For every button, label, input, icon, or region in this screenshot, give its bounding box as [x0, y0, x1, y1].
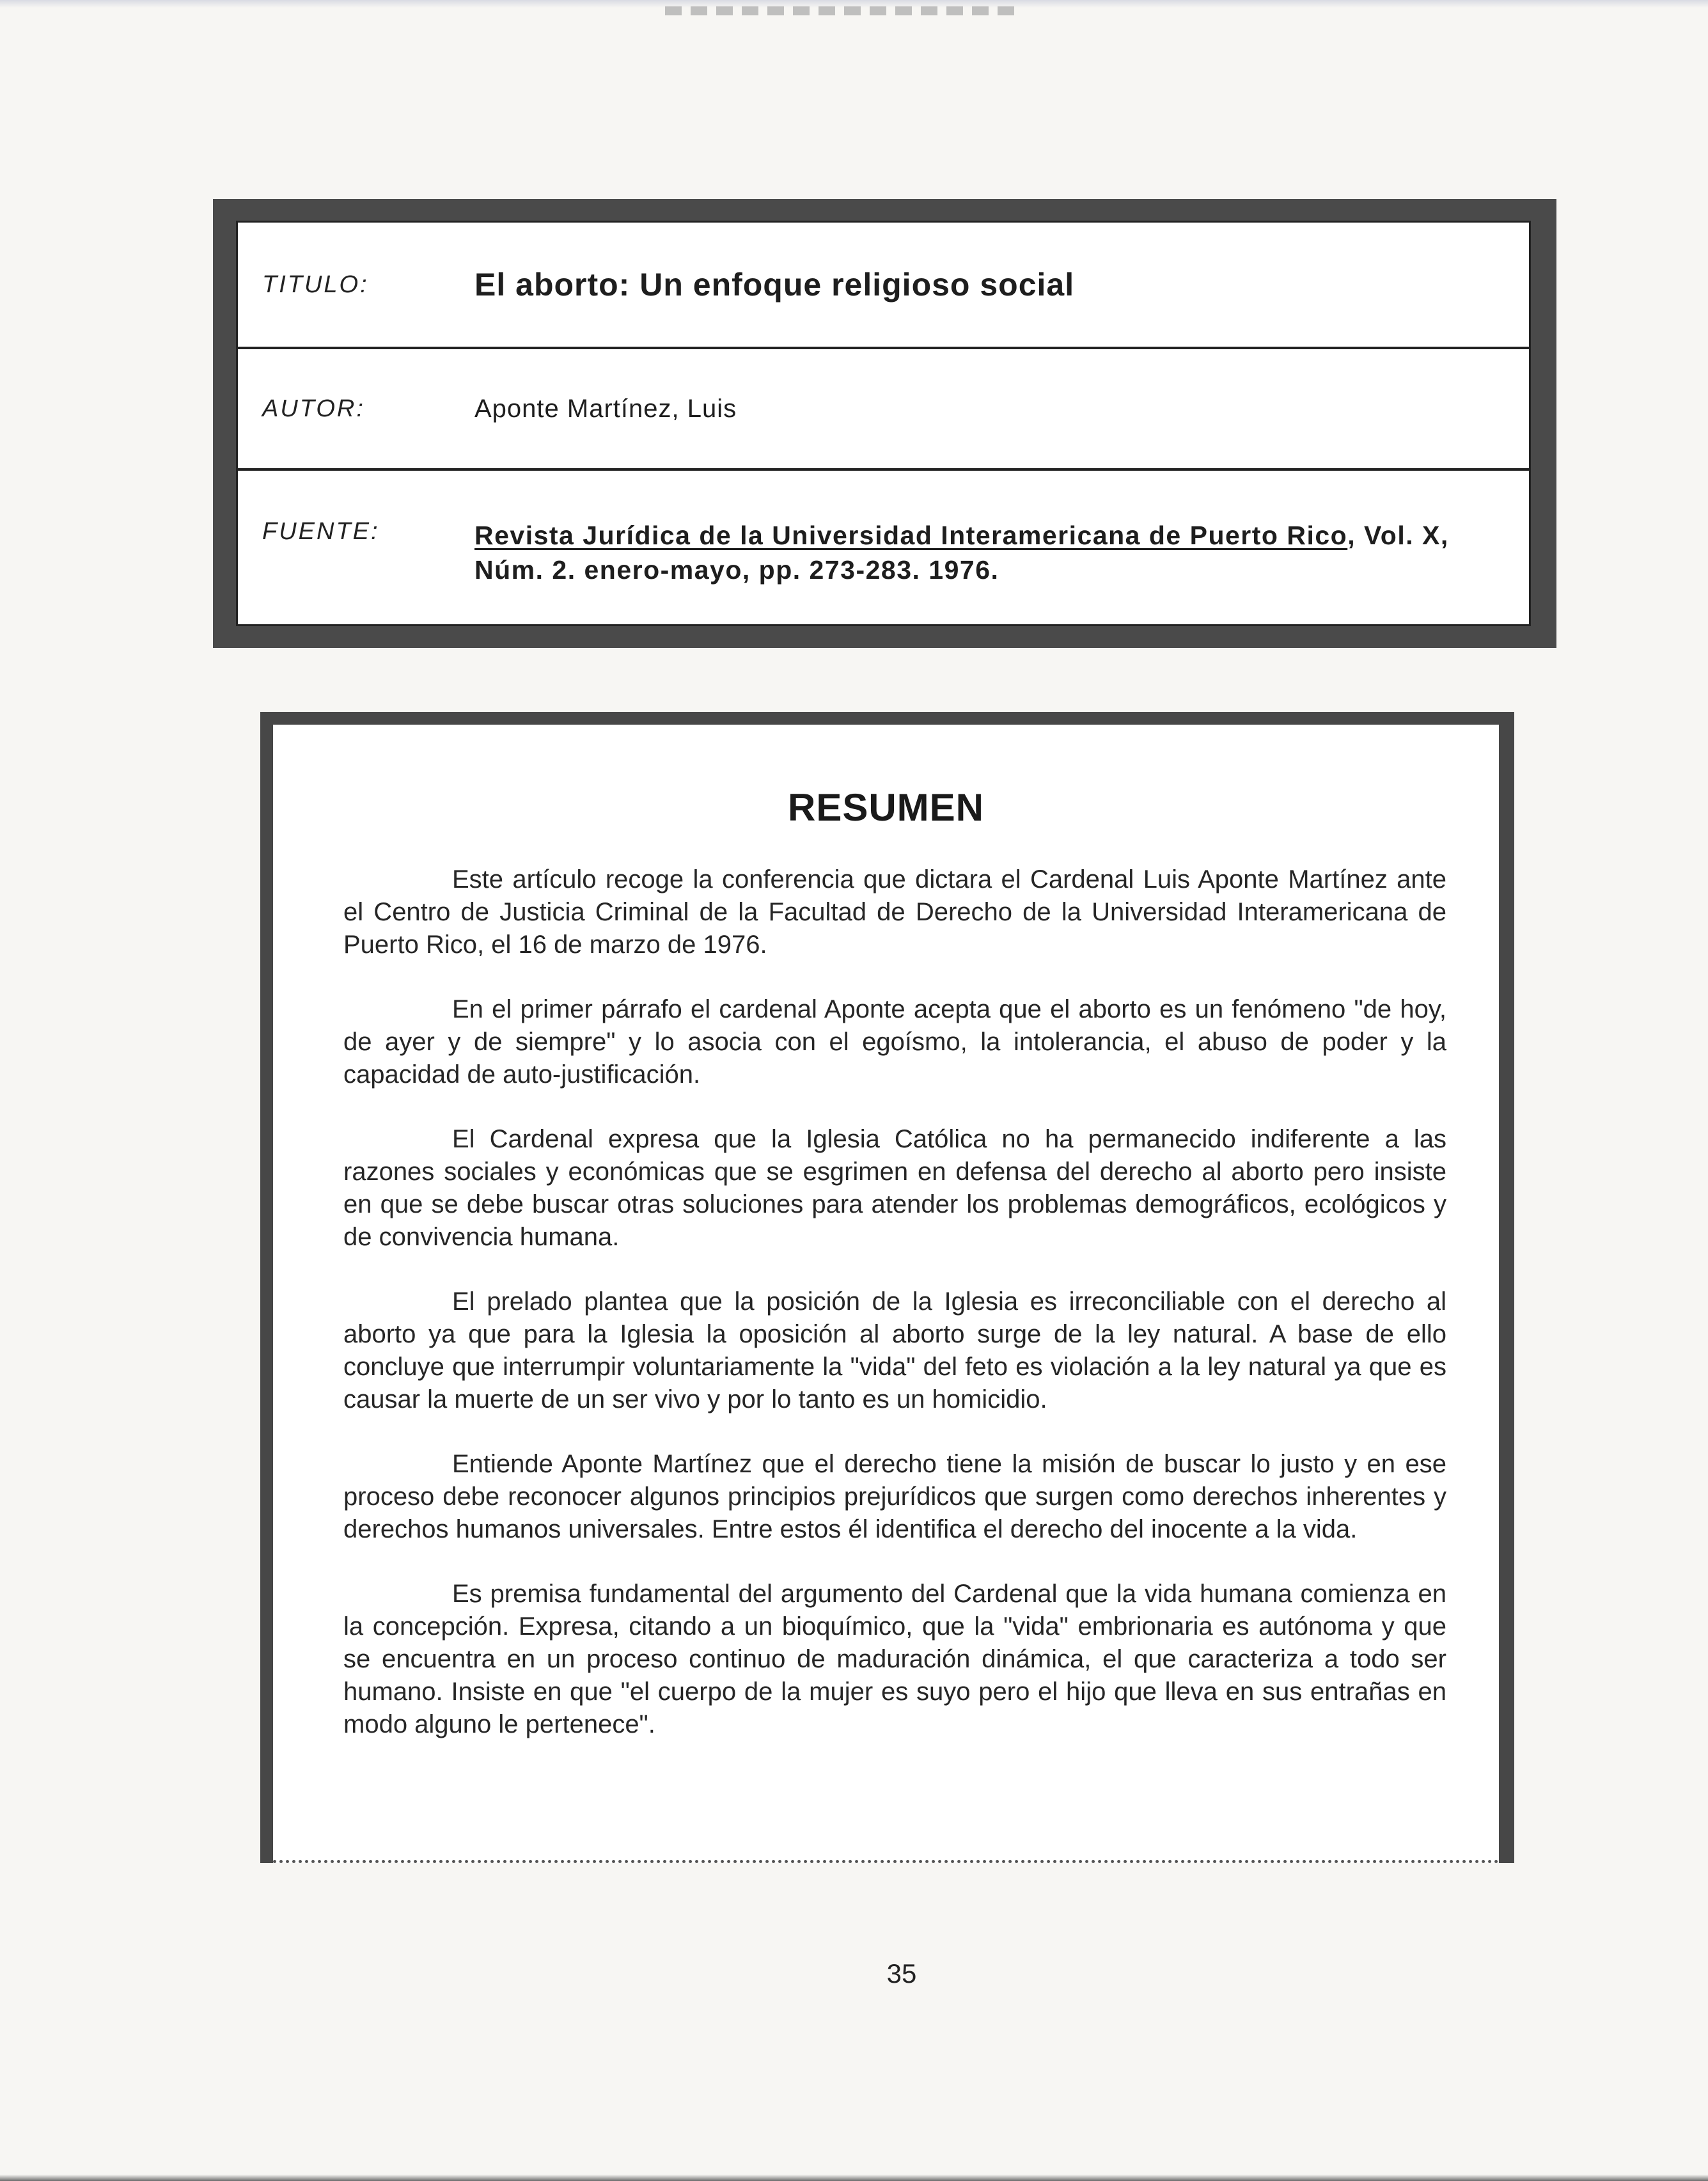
autor-value: Aponte Martínez, Luis	[474, 394, 737, 423]
bibliographic-record-box	[213, 199, 1556, 648]
fuente-journal: Revista Jurídica de la Universidad Interamericana de Puerto Rico	[474, 521, 1348, 550]
fuente-volume: , Vol. X,	[1347, 521, 1449, 550]
titulo-row	[238, 223, 1529, 349]
resumen-heading: RESUMEN	[787, 786, 985, 829]
autor-row	[238, 349, 1529, 471]
resumen-dotted-bottom-border	[273, 1856, 1499, 1863]
autor-label: AUTOR:	[262, 395, 365, 422]
resumen-paragraph: El Cardenal expresa que la Iglesia Católica no ha permanecido indiferente a las razones sociales y económicas que se esgrimen en defensa del derecho al aborto pero insiste en que se debe buscar otras soluciones para atender los problemas demográficos, ecológicos y de convivencia humana.	[343, 1125, 1446, 1251]
titulo-value: El aborto: Un enfoque religioso social	[474, 267, 1075, 303]
page-number: 35	[886, 1958, 917, 1988]
titulo-label: TITULO:	[262, 271, 369, 298]
fuente-value	[474, 518, 1449, 587]
fuente-label: FUENTE:	[262, 518, 380, 545]
fuente-row	[238, 471, 1529, 624]
resumen-paragraph: En el primer párrafo el cardenal Aponte acepta que el aborto es un fenómeno "de hoy, de ayer y de siempre" y lo asocia con el egoísmo, la intolerancia, el abuso de poder y la capacidad de auto-justificación.	[343, 995, 1446, 1089]
scan-artifact	[665, 6, 1017, 15]
fuente-line-1	[474, 518, 1449, 553]
resumen-paragraph: Este artículo recoge la conferencia que dictara el Cardenal Luis Aponte Martínez ante el Centro de Justicia Criminal de la Facultad de Derecho de la Universidad Interamericana de Puerto Rico, el 16 de marzo de 1976.	[343, 865, 1446, 959]
resumen-body	[343, 863, 1446, 1773]
resumen-box	[260, 712, 1514, 1863]
resumen-paragraph: Entiende Aponte Martínez que el derecho tiene la misión de buscar lo justo y en ese proceso debe reconocer algunos principios prejurídicos que surgen como derechos inherentes y derechos humanos universales. Entre estos él identifica el derecho del inocente a la vida.	[343, 1450, 1446, 1543]
scan-bottom-edge	[0, 2175, 1708, 2181]
resumen-paragraph: El prelado plantea que la posición de la Iglesia es irreconciliable con el derecho al aborto ya que para la Iglesia la oposición al aborto surge de la ley natural. A base de ello concluye que interrumpir voluntariamente la "vida" del feto es violación a la ley natural ya que es causar la muerte de un ser vivo y por lo tanto es un homicidio.	[343, 1287, 1446, 1413]
resumen-paragraph: Es premisa fundamental del argumento del Cardenal que la vida humana comienza en la concepción. Expresa, citando a un bioquímico, que la "vida" embrionaria es autónoma y que se encuentra en un proceso continuo de maduración dinámica, el que caracteriza a todo ser humano. Insiste en que "el cuerpo de la mujer es suyo pero el hijo que lleva en sus entrañas en modo alguno le pertenece".	[343, 1580, 1446, 1738]
bibliographic-record-table	[236, 221, 1531, 626]
fuente-line-2: Núm. 2. enero-mayo, pp. 273-283. 1976.	[474, 555, 999, 585]
